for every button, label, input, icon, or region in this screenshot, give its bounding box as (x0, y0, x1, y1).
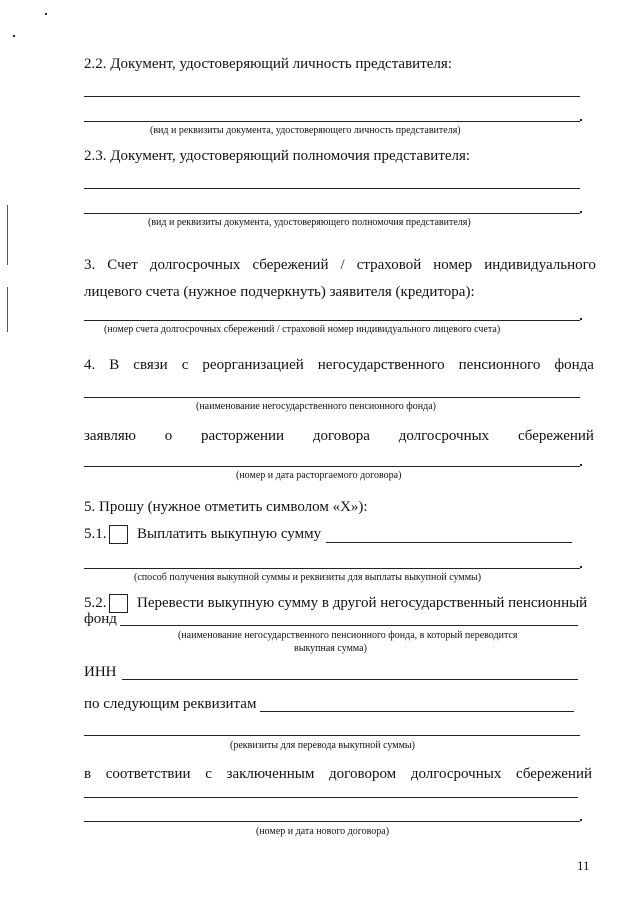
word: 3. (84, 257, 96, 273)
word: В (109, 357, 120, 373)
section-4-line-2 (84, 428, 594, 445)
section-2-3-caption: (вид и реквизиты документа, удостоверяющего полномочия представителя) (148, 217, 471, 228)
section-4-caption-1: (наименование негосударственного пенсионного фонда) (196, 401, 436, 412)
scan-mark (7, 287, 8, 332)
option-5-2-fund-line[interactable] (120, 625, 578, 626)
inn-label: ИНН (84, 664, 117, 680)
word: Счет (107, 257, 138, 273)
word: договора (312, 428, 370, 444)
section-2-3-field-line-2[interactable] (84, 213, 580, 214)
word: фонда (554, 357, 594, 373)
section-2-2-field-line-1[interactable] (84, 96, 580, 97)
word: с (181, 357, 189, 373)
section-4-fund-name-line[interactable] (84, 397, 580, 398)
option-5-2-number: 5.2. (84, 595, 107, 611)
contract-caption: (номер и дата нового договора) (256, 826, 390, 837)
requisites-inline-line[interactable] (260, 711, 574, 712)
word: реорганизацией (202, 357, 304, 373)
section-3-caption: (номер счета долгосрочных сбережений / страховой номер индивидуального лицевого счета) (104, 324, 501, 335)
line-end-dot (580, 119, 582, 121)
word: пенсионного (458, 357, 541, 373)
option-5-2-label-cont: фонд (84, 611, 117, 627)
section-2-2-caption: (вид и реквизиты документа, удостоверяющего личность представителя) (150, 125, 461, 136)
section-4-caption-2: (номер и дата расторгаемого договора) (236, 470, 402, 481)
option-5-1-inline-line[interactable] (326, 542, 572, 543)
scan-dot (13, 35, 15, 37)
section-2-2-field-line-2[interactable] (84, 121, 580, 122)
word: заключенным (226, 766, 315, 782)
word: в (84, 766, 92, 782)
word: связи (133, 357, 168, 373)
requisites-caption: (реквизиты для перевода выкупной суммы) (230, 740, 415, 751)
requisites-label: по следующим реквизитам (84, 696, 257, 712)
section-4-contract-line[interactable] (84, 466, 580, 467)
word: долгосрочных (398, 428, 490, 444)
requisites-field-line[interactable] (84, 735, 580, 736)
section-2-2-title: 2.2. Документ, удостоверяющий личность представителя: (84, 56, 452, 72)
section-4-line-1 (84, 357, 594, 374)
word: долгосрочных (410, 766, 502, 782)
word: соответствии (105, 766, 191, 782)
section-2-3-title: 2.3. Документ, удостоверяющий полномочия представителя: (84, 148, 471, 164)
line-end-dot (580, 819, 582, 821)
section-5-title: 5. Прошу (нужное отметить символом «Х»): (84, 499, 368, 515)
scan-mark (7, 205, 8, 265)
word: сбережений (517, 428, 594, 444)
word: расторжении (201, 428, 285, 444)
word: о (164, 428, 173, 444)
contract-field-line-1[interactable] (84, 797, 578, 798)
option-5-1-payment-line[interactable] (84, 568, 580, 569)
word: с (205, 766, 212, 782)
section-3-field-line[interactable] (84, 320, 580, 321)
line-end-dot (580, 566, 582, 568)
scan-dot (45, 13, 47, 15)
line-end-dot (580, 464, 582, 466)
option-5-2-caption-1: (наименование негосударственного пенсионного фонда, в который переводится (178, 630, 518, 641)
word: сбережений (252, 257, 329, 273)
inn-field-line[interactable] (122, 679, 578, 680)
option-5-1-caption: (способ получения выкупной суммы и реквизиты для выплаты выкупной суммы) (134, 572, 482, 583)
word: сбережений (516, 766, 592, 782)
word: договором (329, 766, 397, 782)
line-end-dot (580, 211, 582, 213)
option-5-2-caption-2: выкупная сумма) (294, 643, 367, 654)
contract-field-line-2[interactable] (84, 821, 580, 822)
word: индивидуального (484, 257, 596, 273)
word: страховой (356, 257, 422, 273)
option-5-1-label: Выплатить выкупную сумму (137, 526, 322, 542)
section-3-line-1 (84, 257, 596, 274)
word: заявляю (84, 428, 136, 444)
page-number: 11 (577, 858, 590, 873)
word: долгосрочных (149, 257, 241, 273)
word: / (340, 257, 345, 273)
word: негосударственного (317, 357, 445, 373)
contract-line-text (84, 766, 592, 783)
option-5-1-checkbox[interactable] (109, 525, 128, 544)
option-5-1-number: 5.1. (84, 526, 107, 542)
word: номер (433, 257, 473, 273)
section-3-line-2: лицевого счета (нужное подчеркнуть) заявителя (кредитора): (84, 284, 475, 300)
section-2-3-field-line-1[interactable] (84, 188, 580, 189)
option-5-2-label: Перевести выкупную сумму в другой негосударственный пенсионный (137, 595, 588, 611)
line-end-dot (580, 318, 582, 320)
word: 4. (84, 357, 96, 373)
